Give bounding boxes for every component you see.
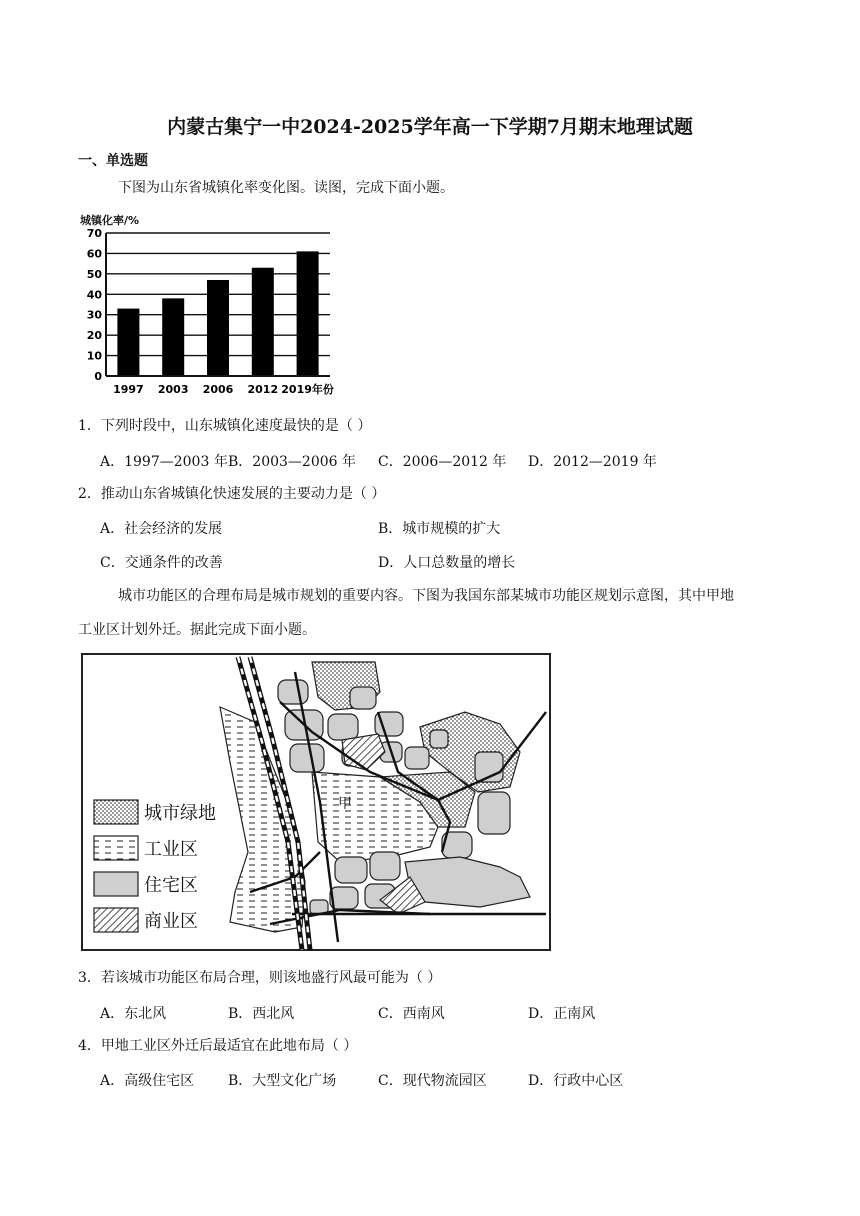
legend-swatch-commercial xyxy=(94,908,138,932)
q4-option-d[interactable]: D．行政中心区 xyxy=(528,1073,624,1089)
q3-stem: 3．若该城市功能区布局合理，则该地盛行风最可能为（ ） xyxy=(78,970,442,986)
chart-bar xyxy=(117,309,139,376)
legend-swatch-industrial xyxy=(94,836,138,860)
q2-option-d[interactable]: D．人口总数量的增长 xyxy=(378,555,516,571)
intro-text-2-line2: 工业区计划外迁。据此完成下面小题。 xyxy=(78,622,316,638)
chart-bars xyxy=(117,251,318,376)
chart-xtick-label: 2006 xyxy=(202,383,234,396)
chart-yticks xyxy=(87,227,103,383)
chart-xtick-label: 2019年份 xyxy=(281,383,334,396)
chart-bar xyxy=(252,268,274,376)
chart-bar xyxy=(207,280,229,376)
chart-bar xyxy=(297,251,319,376)
chart-xtick-label: 2012 xyxy=(247,383,279,396)
q2-option-c[interactable]: C．交通条件的改善 xyxy=(100,555,223,571)
q1-option-d[interactable]: D．2012—2019 年 xyxy=(528,454,657,470)
q1-option-c[interactable]: C．2006—2012 年 xyxy=(378,454,507,470)
intro-text-1: 下图为山东省城镇化率变化图。读图，完成下面小题。 xyxy=(118,180,454,196)
map-label-jia: 甲 xyxy=(338,796,352,812)
q1-option-b[interactable]: B．2003—2006 年 xyxy=(228,454,356,470)
legend-label-commercial: 商业区 xyxy=(144,911,198,932)
intro-text-2-line1: 城市功能区的合理布局是城市规划的重要内容。下图为我国东部某城市功能区规划示意图，其中甲地 xyxy=(118,588,734,604)
q4-option-c[interactable]: C．现代物流园区 xyxy=(378,1073,487,1089)
q4-option-a[interactable]: A．高级住宅区 xyxy=(100,1073,195,1089)
chart-ylabel: 城镇化率/% xyxy=(80,214,140,227)
chart-ytick-label: 40 xyxy=(86,288,102,302)
q3-option-c[interactable]: C．西南风 xyxy=(378,1006,445,1022)
chart-ytick-label: 50 xyxy=(86,267,102,281)
chart-ytick-label: 10 xyxy=(86,349,102,363)
legend-label-industrial: 工业区 xyxy=(144,839,198,860)
q4-stem: 4．甲地工业区外迁后最适宜在此地布局（ ） xyxy=(78,1038,358,1054)
q3-option-d[interactable]: D．正南风 xyxy=(528,1006,596,1022)
chart-ytick-label: 20 xyxy=(86,329,102,343)
q3-option-a[interactable]: A．东北风 xyxy=(100,1006,167,1022)
q1-stem: 1．下列时段中，山东城镇化速度最快的是（ ） xyxy=(78,418,372,434)
chart-ytick-label: 70 xyxy=(86,227,102,240)
page-title: 内蒙古集宁一中2024-2025学年高一下学期7月期末地理试题 xyxy=(167,116,693,138)
chart-xtick-label: 1997 xyxy=(113,383,144,396)
legend-label-green: 城市绿地 xyxy=(144,803,216,824)
chart-xticks xyxy=(113,382,334,396)
chart-ytick-label: 0 xyxy=(94,370,102,383)
chart-xtick-label: 2003 xyxy=(157,383,189,396)
legend-swatch-green xyxy=(94,800,138,824)
legend-label-residential: 住宅区 xyxy=(144,875,198,896)
q2-option-b[interactable]: B．城市规模的扩大 xyxy=(378,521,501,537)
chart-ytick-label: 30 xyxy=(86,308,102,322)
q2-stem: 2．推动山东省城镇化快速发展的主要动力是（ ） xyxy=(78,486,386,502)
section-heading: 一、单选题 xyxy=(78,153,148,169)
city-function-map xyxy=(80,652,552,952)
q1-option-a[interactable]: A．1997—2003 年 xyxy=(100,454,228,470)
chart-bar xyxy=(162,298,184,376)
urbanization-bar-chart xyxy=(78,210,358,402)
legend-swatch-residential xyxy=(94,872,138,896)
q2-option-a[interactable]: A．社会经济的发展 xyxy=(100,521,223,537)
q4-option-b[interactable]: B．大型文化广场 xyxy=(228,1073,337,1089)
chart-ytick-label: 60 xyxy=(86,247,102,261)
q3-option-b[interactable]: B．西北风 xyxy=(228,1006,295,1022)
